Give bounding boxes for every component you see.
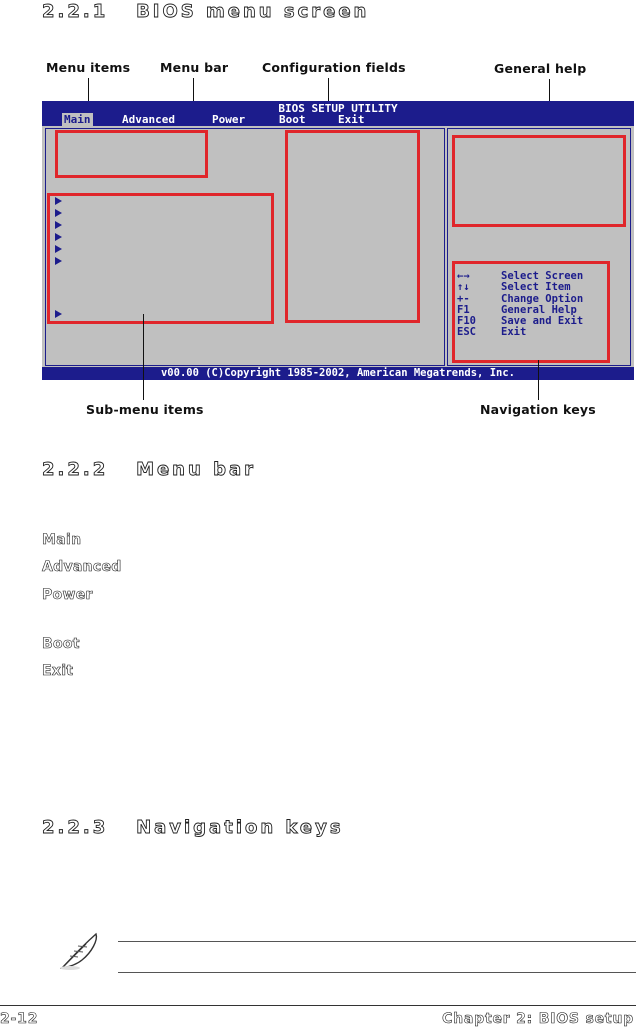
section-title: Menu bar (136, 459, 256, 480)
nav-key: +- (457, 292, 470, 305)
bios-title: BIOS SETUP UTILITY (278, 102, 398, 115)
nav-actions-column (501, 271, 583, 339)
nav-keys-column (457, 271, 476, 339)
callout-navigation-keys: Navigation keys (480, 402, 596, 417)
highlight-sub-menu-items (47, 193, 274, 324)
nav-action: General Help (501, 303, 577, 316)
section-heading-2-2-1 (42, 1, 369, 22)
leader-line-menu-bar (193, 78, 194, 103)
nav-action: Select Screen (501, 270, 584, 282)
menu-bar-item-main: Main (42, 532, 82, 548)
menu-bar-item-power: Power (42, 587, 93, 603)
nav-key: F1 (457, 303, 470, 316)
bios-screen (42, 101, 634, 380)
submenu-arrow-icon (55, 221, 62, 229)
submenu-arrow-icon (55, 310, 62, 318)
bios-menu-power[interactable]: Power (212, 113, 246, 126)
nav-action: Save and Exit (501, 315, 584, 328)
submenu-arrow-icon (55, 197, 62, 205)
note-rule-bottom (118, 972, 636, 973)
bios-copyright: v00.00 (C)Copyright 1985-2002, American Megatrends, Inc. (160, 367, 515, 379)
bios-menu-main[interactable]: Main (64, 113, 91, 126)
highlight-menu-items (55, 130, 208, 178)
page-number: 2-12 (0, 1011, 39, 1027)
section-heading-2-2-3 (42, 817, 344, 838)
section-number: 2.2.3 (42, 817, 109, 838)
note-rule-top (118, 941, 636, 942)
nav-action: Exit (501, 326, 527, 339)
callout-configuration-fields: Configuration fields (262, 60, 406, 75)
submenu-arrow-icon (55, 257, 62, 265)
note-feather-icon (56, 930, 104, 972)
leader-line-navigation-keys (538, 360, 539, 400)
callout-menu-bar: Menu bar (160, 60, 229, 75)
callout-sub-menu-items: Sub-menu items (86, 402, 204, 417)
submenu-arrow-icon (55, 209, 62, 217)
section-title: Navigation keys (136, 817, 344, 838)
nav-key: ←→ (457, 270, 470, 282)
bios-menu-boot[interactable]: Boot (279, 113, 306, 126)
callout-general-help: General help (494, 61, 587, 76)
bios-menu-advanced[interactable]: Advanced (122, 113, 175, 126)
menu-bar-item-exit: Exit (42, 663, 74, 679)
highlight-general-help (452, 135, 626, 227)
footer-rule (0, 1005, 636, 1006)
nav-key: ↑↓ (457, 281, 470, 294)
bios-footer-bar (42, 367, 634, 380)
section-number: 2.2.2 (42, 459, 109, 480)
highlight-configuration-fields (285, 130, 420, 323)
bios-title-bar (42, 101, 634, 126)
section-title: BIOS menu screen (136, 1, 370, 22)
bios-menu-exit[interactable]: Exit (338, 113, 365, 126)
menu-bar-item-advanced: Advanced (42, 559, 122, 575)
nav-action: Change Option (501, 292, 584, 305)
nav-key: F10 (457, 315, 476, 328)
callout-menu-items: Menu items (46, 60, 131, 75)
section-heading-2-2-2 (42, 459, 256, 480)
menu-bar-item-boot: Boot (42, 636, 80, 652)
chapter-title: Chapter 2: BIOS setup (442, 1011, 634, 1027)
submenu-arrow-icon (55, 233, 62, 241)
nav-key: ESC (457, 326, 476, 339)
nav-action: Select Item (501, 281, 571, 294)
submenu-arrow-icon (55, 245, 62, 253)
section-number: 2.2.1 (42, 1, 109, 22)
leader-line-sub-menu-items (143, 314, 144, 400)
